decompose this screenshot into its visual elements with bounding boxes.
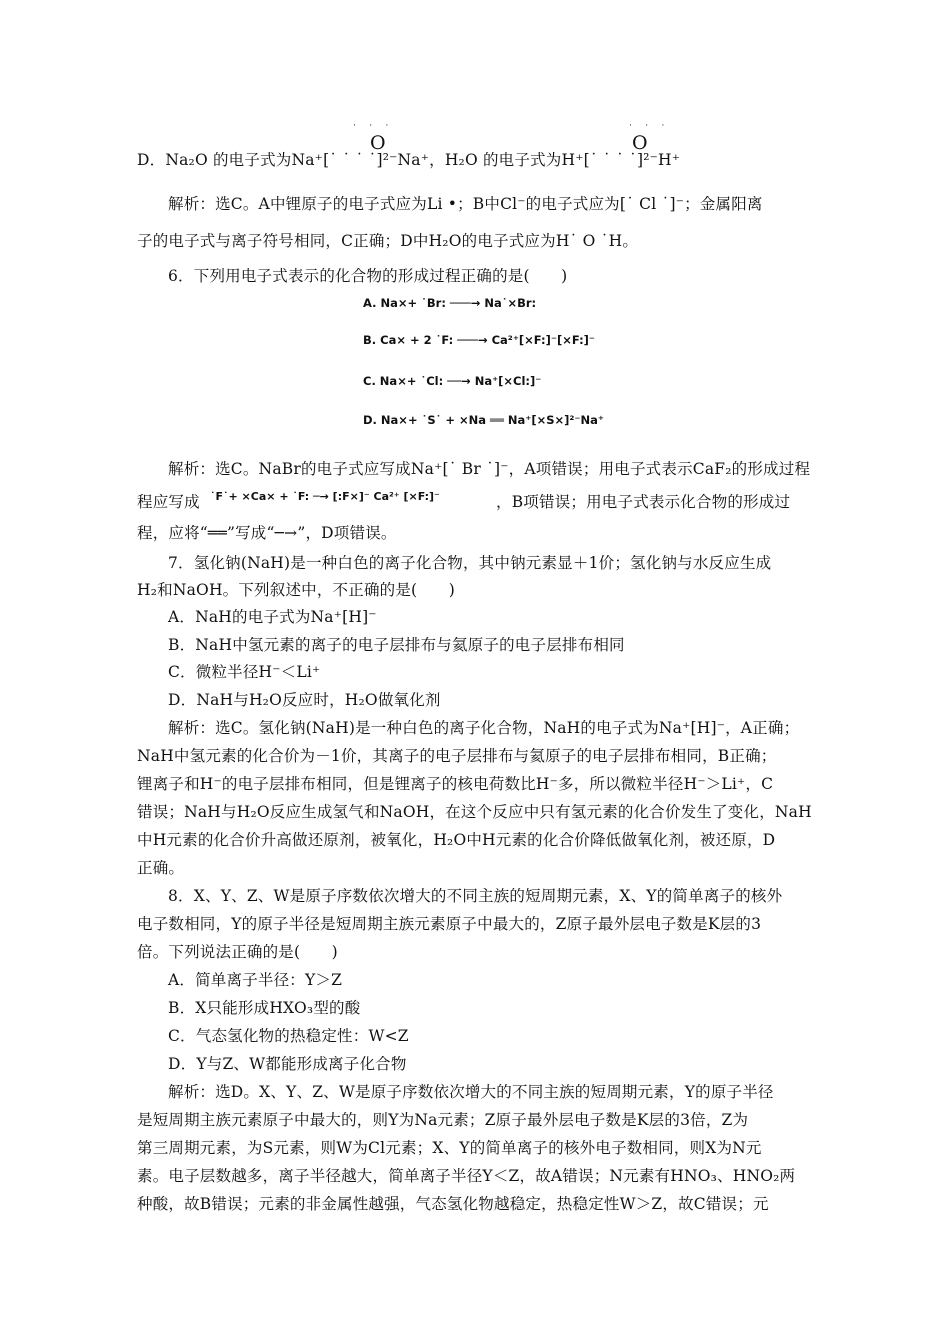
text-line: 电子数相同，Y的原子半径是短周期主族元素原子中最大的，Z原子最外层电子数是K层的3 [137,915,762,933]
oxygen-symbol: O [370,132,386,154]
electron-dots: ˙ ˙ ˙ [352,124,394,135]
text-line: 种酸，故B错误；元素的非金属性越强，气态氢化物越稳定，热稳定性W＞Z，故C错误；元 [137,1195,769,1213]
option-a: A．NaH的电子式为Na⁺[H]⁻ [168,608,377,626]
text-line: 程应写成 [137,493,200,511]
text-line: 程，应将“══”写成“─→”，D项错误。 [137,524,397,542]
text-line: 第三周期元素，为S元素，则W为Cl元素；X、Y的简单离子的核外电子数相同，则X为N元 [137,1139,762,1157]
question-8: 8．X、Y、Z、W是原子序数依次增大的不同主族的短周期元素，X、Y的简单离子的核外 [168,887,783,905]
text-line: H₂和NaOH。下列叙述中，不正确的是( ) [137,581,455,599]
option-d: D．NaH与H₂O反应时，H₂O做氧化剂 [168,691,441,709]
text-line: 锂离子和H⁻的电子层排布相同，但是锂离子的核电荷数比H⁻多，所以微粒半径H⁻＞Li⁺，C [137,775,774,793]
text-line: 是短周期主族元素原子中最大的，则Y为Na元素；Z原子最外层电子数是K层的3倍，Z为 [137,1111,749,1129]
scheme-option-b: B. Ca× + 2 ˙F: ───→ Ca²⁺[×F:]⁻[×F:]⁻ [363,333,596,347]
text-line: 解析：选C。A中锂原子的电子式应为Li •；B中Cl⁻的电子式应为[˙ Cl ˙]⁻；金属阳离 [168,195,763,213]
scheme-option-a: A. Na×+ ˙Br: ───→ Na˙×Br: [363,296,537,310]
scheme-option-c: C. Na×+ ˙Cl: ──→ Na⁺[×Cl:]⁻ [363,374,542,388]
option-a: A．简单离子半径：Y＞Z [168,971,343,989]
option-b: B．X只能形成HXO₃型的酸 [168,999,361,1017]
electron-dots: ˙ ˙ ˙ [628,124,670,135]
text-line: 中H元素的化合价升高做还原剂，被氧化，H₂O中H元素的化合价降低做氧化剂，被还原，D [137,831,776,849]
text-line: 倍。下列说法正确的是( ) [137,943,338,961]
text-line: 解析：选D。X、Y、Z、W是原子序数依次增大的不同主族的短周期元素，Y的原子半径 [168,1083,774,1101]
text-line: 子的电子式与离子符号相同，C正确；D中H₂O的电子式应为H˙ O ˙H。 [137,232,639,250]
text-line: 正确。 [137,859,185,877]
text-line: 素。电子层数越多，离子半径越大，简单离子半径Y＜Z，故A错误；N元素有HNO₃、HNO₂两 [137,1167,796,1185]
text-line: 解析：选C。氢化钠(NaH)是一种白色的离子化合物，NaH的电子式为Na⁺[H]⁻，A正确； [168,719,800,737]
text-line: 解析：选C。NaBr的电子式应写成Na⁺[˙ Br ˙]⁻，A项错误；用电子式表示CaF₂的形成过程 [168,460,811,478]
inline-scheme: ˙F˙+ ×Ca× + ˙F: ─→ [:F×]⁻ Ca²⁺ [×F:]⁻ [210,490,440,503]
question-7: 7．氢化钠(NaH)是一种白色的离子化合物，其中钠元素显＋1价；氢化钠与水反应生成 [168,554,772,572]
text-line: D．Na₂O 的电子式为Na⁺[˙ ˙ ˙ ˙]²⁻Na⁺，H₂O 的电子式为H⁺[˙ ˙ ˙ ˙]²⁻H⁺ [137,151,681,169]
option-c: C．微粒半径H⁻＜Li⁺ [168,663,321,681]
option-d: D．Y与Z、W都能形成离子化合物 [168,1055,407,1073]
option-c: C．气态氢化物的热稳定性：W<Z [168,1027,409,1045]
text-line: NaH中氢元素的化合价为－1价，其离子的电子层排布与氦原子的电子层排布相同，B正确； [137,747,777,765]
option-b: B．NaH中氢元素的离子的电子层排布与氦原子的电子层排布相同 [168,636,625,654]
text-line: 错误；NaH与H₂O反应生成氢气和NaOH，在这个反应中只有氢元素的化合价发生了变化，NaH [137,803,812,821]
question-6: 6．下列用电子式表示的化合物的形成过程正确的是( ) [168,267,568,285]
scheme-option-d: D. Na×+ ˙S˙ + ×Na ══ Na⁺[×S×]²⁻Na⁺ [363,413,604,427]
text-line: ，B项错误；用电子式表示化合物的形成过 [496,493,791,511]
oxygen-symbol: O [632,132,648,154]
